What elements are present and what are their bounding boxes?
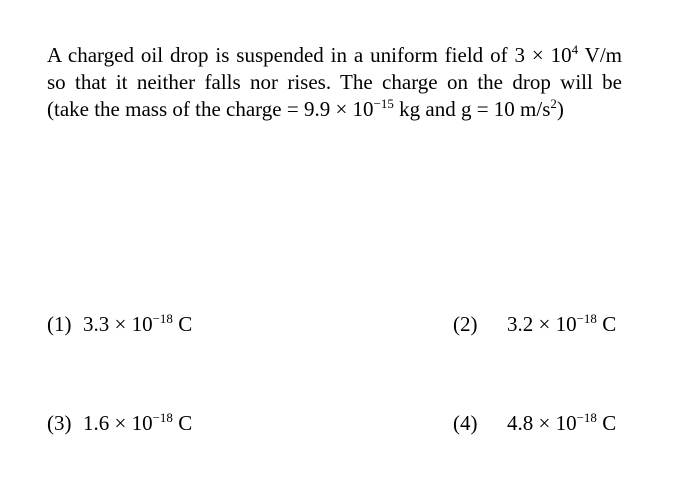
option-number: (2) [453,312,478,336]
question-text [47,42,622,123]
option-unit: C [172,312,193,336]
closing-paren: ) [556,97,564,121]
question-line-1-text: A charged oil drop is suspended in a uniform field of 3 × 10 [47,43,572,67]
option-unit: C [172,411,193,435]
option-exponent: −18 [152,410,173,425]
option-unit: C [596,411,617,435]
option-unit: C [596,312,617,336]
question-line-3 [47,96,622,123]
option-mantissa: 1.6 × 10 [83,411,153,435]
option-exponent: −18 [152,311,173,326]
question-line-3-text: (take the mass of the charge = 9.9 × 10 [47,97,374,121]
option-mantissa: 3.2 × 10 [507,312,577,336]
question-line-1 [47,42,622,69]
option-number: (1) [47,312,72,336]
option-exponent: −18 [576,410,597,425]
g-unit-exponent: 2 [550,96,557,111]
field-exponent: 4 [571,42,579,57]
field-unit: V/m [578,43,622,67]
option-number: (4) [453,411,478,435]
option-exponent: −18 [576,311,597,326]
option-1[interactable] [47,311,192,338]
option-4[interactable] [453,410,616,437]
option-mantissa: 4.8 × 10 [507,411,577,435]
option-3[interactable] [47,410,192,437]
option-mantissa: 3.3 × 10 [83,312,153,336]
question-line-2: so that it neither falls nor rises. The charge on the drop will be [47,70,622,94]
mass-exponent: −15 [373,96,394,111]
option-2[interactable] [453,311,616,338]
question-line-3-text-b: kg and g = 10 m/s [393,97,551,121]
option-number: (3) [47,411,72,435]
